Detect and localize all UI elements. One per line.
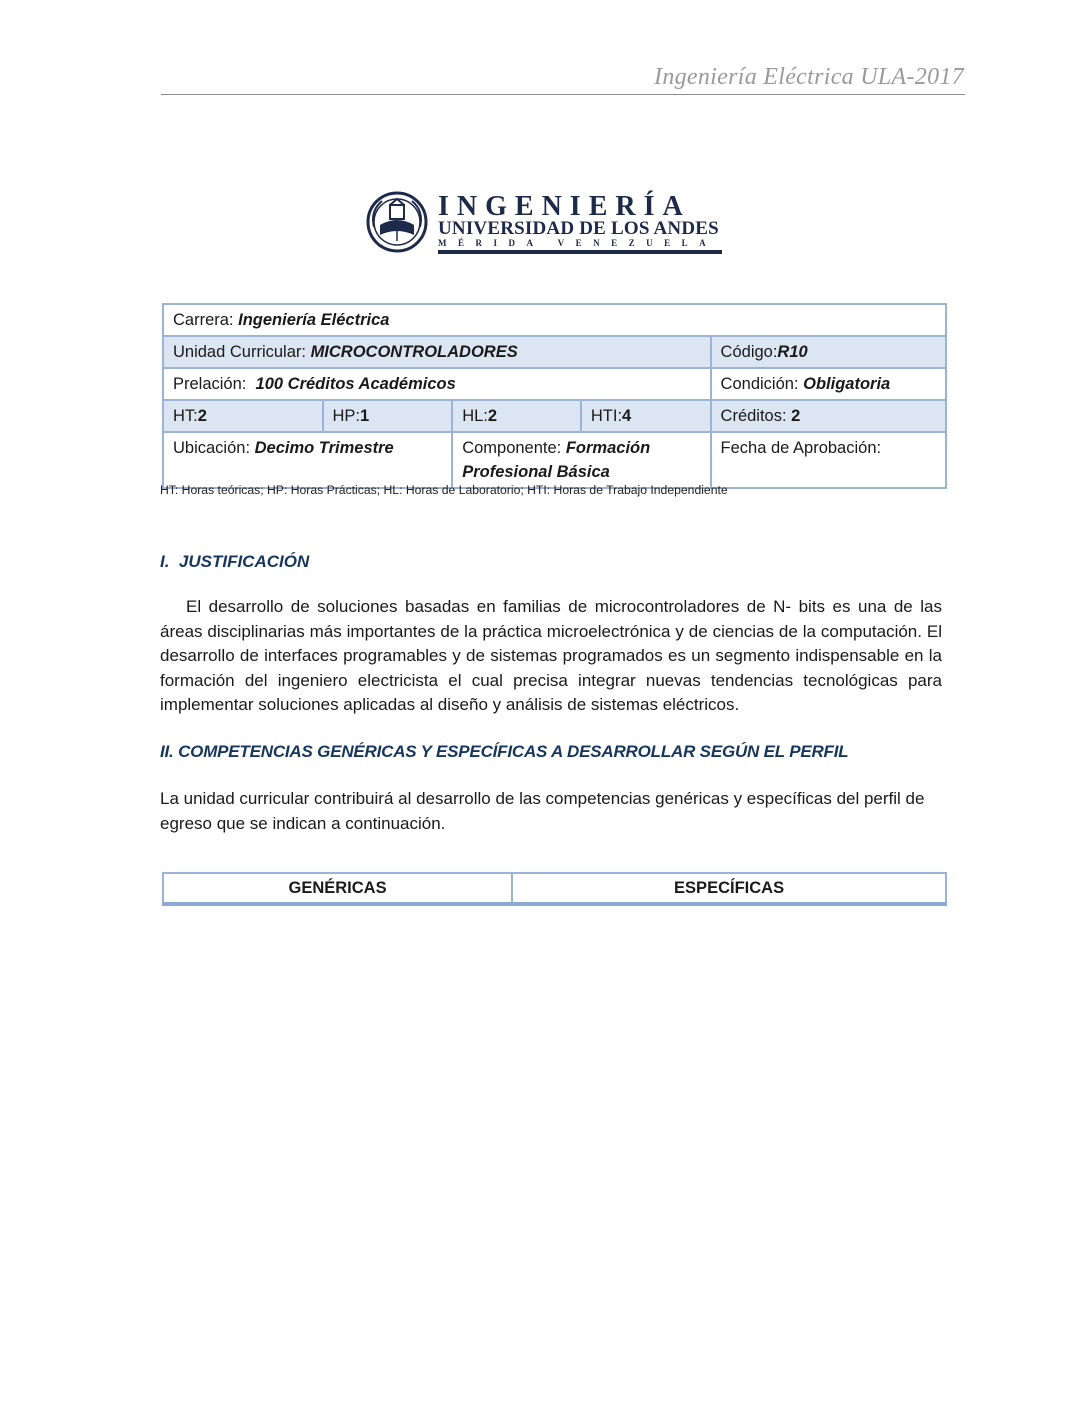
- table-row: [163, 873, 946, 904]
- table-row: [163, 432, 946, 488]
- componente-value: Formación Profesional Básica: [462, 439, 651, 481]
- justificacion-paragraph: El desarrollo de soluciones basadas en familias de microcontroladores de N- bits es una de las áreas disciplinarias más importantes de la práctica microelectrónica y de ciencias de la computación. El desarrollo de interfaces programables y de sistemas programados es un segmento indispensable en la formación del ingeniero electricista el cual precisa integrar nuevas tendencias tecnológicas para implementar soluciones aplicadas al diseño y análisis de sistemas eléctricos.: [160, 597, 942, 714]
- ht-cell: [163, 400, 323, 432]
- logo-location: MÉRIDA VENEZUELA: [438, 238, 718, 248]
- hti-cell: [581, 400, 711, 432]
- logo-university-name: UNIVERSIDAD DE LOS ANDES: [438, 218, 719, 239]
- table-row: [163, 304, 946, 336]
- header-divider: [161, 94, 965, 95]
- codigo-value: R10: [777, 343, 808, 361]
- university-logo: [366, 191, 722, 255]
- codigo-label: Código:: [720, 343, 778, 361]
- creditos-cell: [711, 400, 946, 432]
- ubicacion-value: Decimo Trimestre: [254, 439, 394, 457]
- hti-label: HTI:: [590, 407, 623, 425]
- unidad-value: MICROCONTROLADORES: [310, 343, 518, 361]
- course-info-table: [162, 303, 947, 489]
- hl-label: HL:: [462, 407, 488, 425]
- carrera-label: Carrera:: [173, 311, 239, 329]
- carrera-cell: [163, 304, 946, 336]
- condicion-label: Condición:: [720, 375, 804, 393]
- unidad-curricular-cell: [163, 336, 711, 368]
- condicion-cell: [711, 368, 946, 400]
- carrera-value: Ingeniería Eléctrica: [238, 311, 390, 329]
- hp-value: 1: [360, 407, 370, 425]
- table-row: [163, 368, 946, 400]
- ubicacion-cell: [163, 432, 452, 488]
- competencias-table: [162, 872, 947, 906]
- competencias-paragraph: La unidad curricular contribuirá al desarrollo de las competencias genéricas y específicas del perfil de egreso que se indican a continuación.: [160, 789, 925, 833]
- prelacion-cell: [163, 368, 711, 400]
- section-heading-justificacion: I. JUSTIFICACIÓN: [160, 552, 310, 571]
- hl-cell: [452, 400, 581, 432]
- university-seal-icon: [366, 191, 428, 253]
- table-footnote: HT: Horas teóricas; HP: Horas Prácticas; HL: Horas de Laboratorio; HTI: Horas de Trabajo Independiente: [160, 483, 728, 497]
- componente-cell: [452, 432, 710, 488]
- ht-value: 2: [197, 407, 207, 425]
- fecha-aprobacion-cell: [711, 432, 946, 488]
- hti-value: 4: [622, 407, 632, 425]
- prelacion-label: Prelación:: [173, 375, 256, 393]
- codigo-cell: [711, 336, 946, 368]
- column-header-genericas: GENÉRICAS: [163, 873, 512, 904]
- column-header-especificas: ESPECÍFICAS: [512, 873, 946, 904]
- logo-title: INGENIERÍA: [438, 191, 691, 222]
- prelacion-value: 100 Créditos Académicos: [255, 375, 456, 393]
- ht-label: HT:: [173, 407, 198, 425]
- hp-label: HP:: [332, 407, 361, 425]
- table-row: [163, 400, 946, 432]
- logo-underline: [438, 250, 722, 254]
- section-heading-competencias: II. COMPETENCIAS GENÉRICAS Y ESPECÍFICAS A DESARROLLAR SEGÚN EL PERFIL: [160, 742, 849, 761]
- unidad-label: Unidad Curricular:: [173, 343, 311, 361]
- ubicacion-label: Ubicación:: [173, 439, 255, 457]
- componente-label: Componente:: [462, 439, 566, 457]
- fecha-aprobacion-label: Fecha de Aprobación:: [720, 439, 882, 457]
- document-header-title: Ingeniería Eléctrica ULA-2017: [654, 64, 964, 90]
- creditos-label: Créditos:: [720, 407, 792, 425]
- hl-value: 2: [487, 407, 498, 425]
- condicion-value: Obligatoria: [803, 375, 891, 393]
- creditos-value: 2: [791, 407, 801, 425]
- hp-cell: [323, 400, 453, 432]
- table-row: [163, 336, 946, 368]
